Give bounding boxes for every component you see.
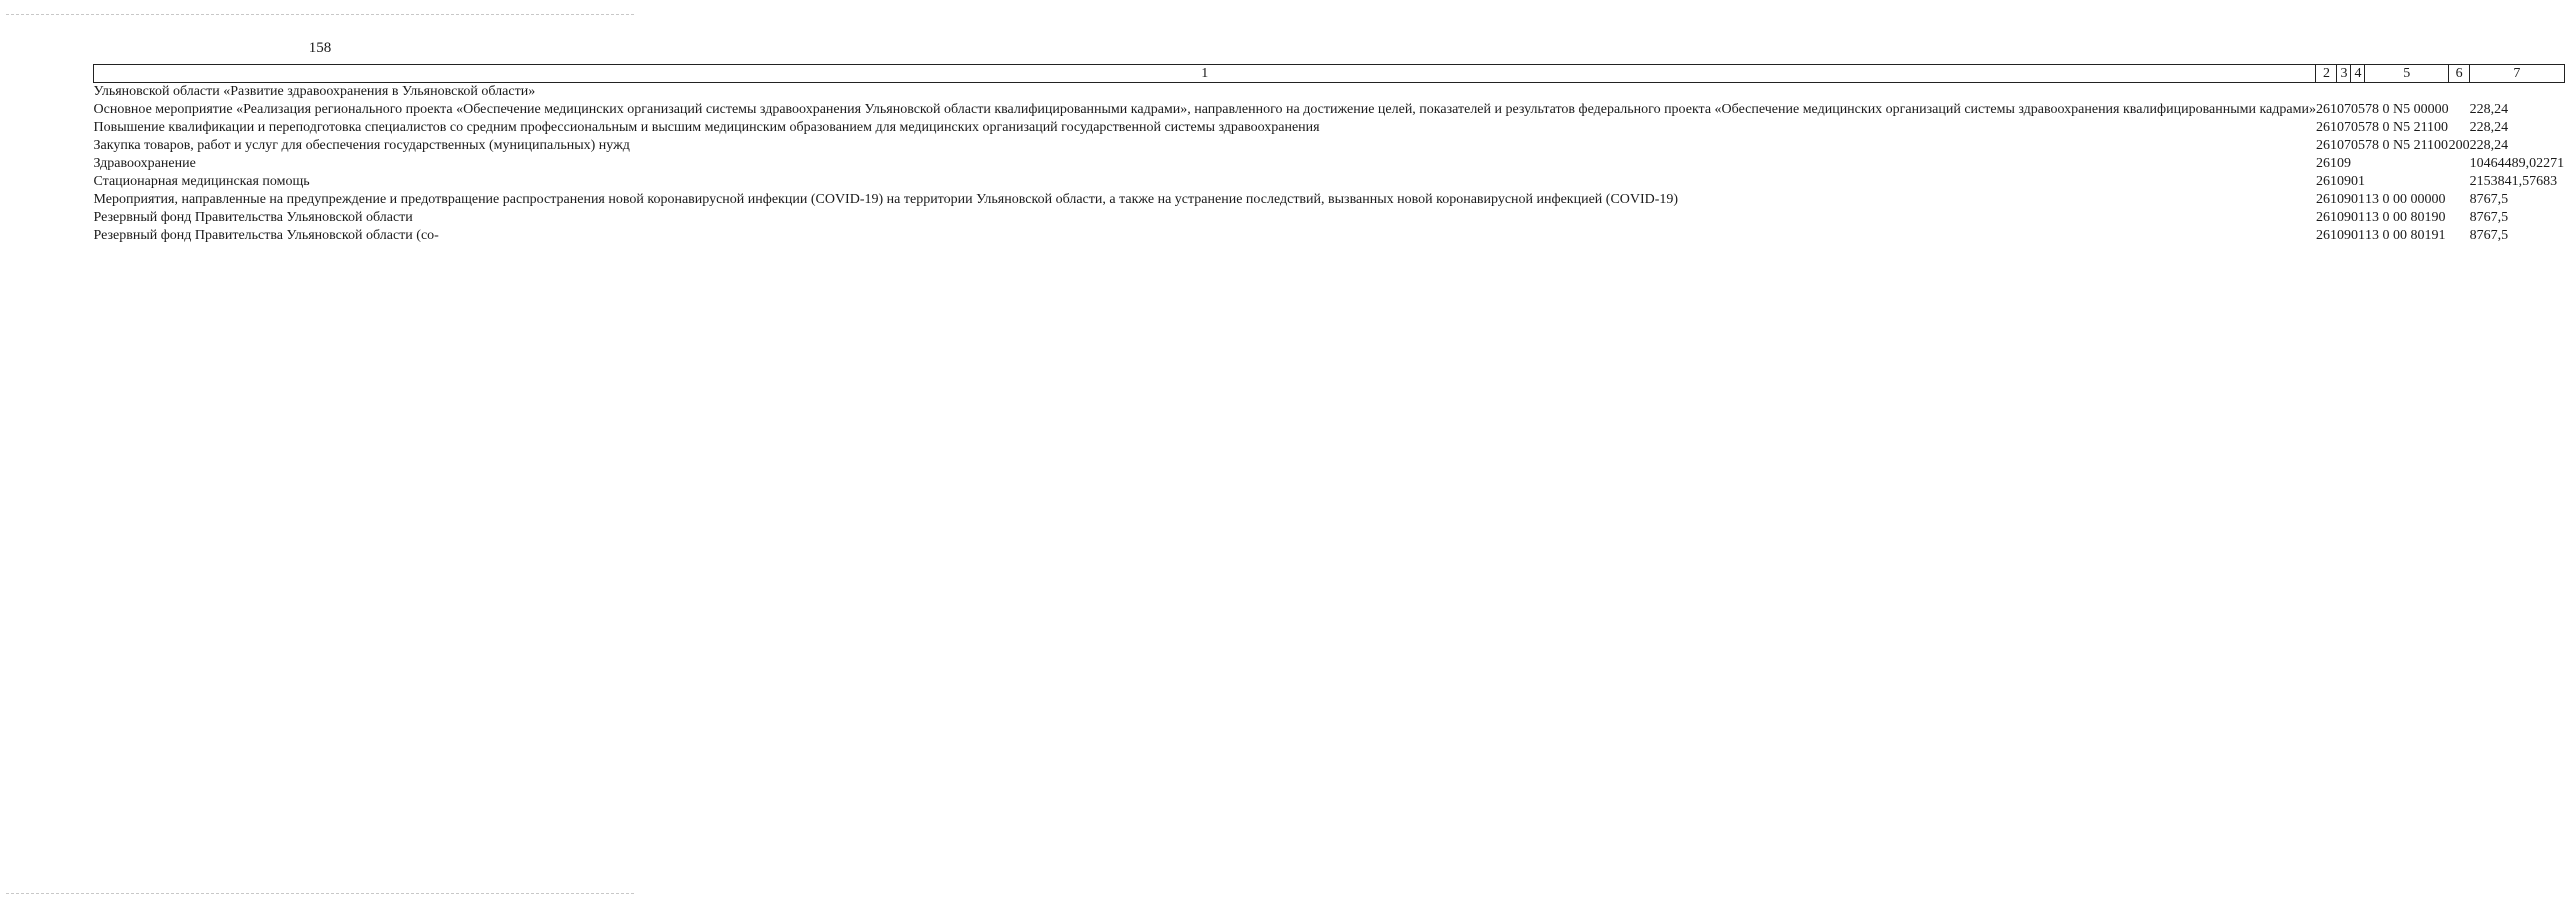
row-target-article — [2365, 83, 2449, 102]
row-amount: 8767,5 — [2469, 210, 2509, 225]
row-name: Стационарная медицинская помощь — [93, 174, 310, 189]
row-section: 09 — [2336, 210, 2351, 225]
row-name: Здравоохранение — [93, 156, 196, 171]
row-ministry-code: 261 — [2315, 192, 2337, 207]
row-amount: 228,24 — [2469, 138, 2509, 153]
row-amount: 8767,5 — [2469, 228, 2509, 243]
table-row — [94, 155, 2565, 173]
row-expense-type — [2449, 101, 2470, 119]
table-row — [94, 119, 2565, 137]
row-target-article: 78 0 N5 00000 — [2364, 102, 2449, 117]
table-row — [94, 227, 2565, 245]
table-row — [94, 191, 2565, 209]
header-col-6: 6 — [2449, 65, 2470, 83]
row-expense-type — [2449, 227, 2470, 245]
row-name: Резервный фонд Правительства Ульяновской области — [93, 210, 413, 225]
row-subsection: 05 — [2350, 138, 2365, 153]
header-col-2: 2 — [2316, 65, 2337, 83]
row-section: 07 — [2336, 120, 2351, 135]
row-amount: 8767,5 — [2469, 192, 2509, 207]
row-target-article: 13 0 00 00000 — [2364, 192, 2446, 207]
row-name: Основное мероприятие «Реализация регионального проекта «Обеспечение медицинских организаций системы здравоохранения Ульяновской области квалифицированными кадрами», направленного на достижение целей, показателей и результатов федерального проекта «Обеспечение медицинских организаций системы здравоохранения квалифицированными кадрами» — [93, 102, 2316, 117]
row-section: 09 — [2336, 228, 2351, 243]
row-ministry-code: 261 — [2315, 138, 2337, 153]
row-amount: 10464489,02271 — [2469, 156, 2565, 171]
row-target-article — [2365, 155, 2449, 173]
row-subsection: 01 — [2350, 228, 2365, 243]
row-subsection: 01 — [2350, 174, 2365, 189]
row-expense-type — [2449, 155, 2470, 173]
row-ministry-code: 261 — [2315, 210, 2337, 225]
header-col-4: 4 — [2351, 65, 2365, 83]
row-amount: 228,24 — [2469, 120, 2509, 135]
header-col-3: 3 — [2337, 65, 2351, 83]
row-section: 09 — [2336, 174, 2351, 189]
row-name: Повышение квалификации и переподготовка специалистов со средним профессиональным и высшим медицинским образованием для медицинских организаций государственной системы здравоохранения — [93, 120, 1320, 135]
row-target-article: 78 0 N5 21100 — [2364, 138, 2449, 153]
row-section: 07 — [2336, 138, 2351, 153]
row-expense-type — [2449, 191, 2470, 209]
row-section — [2337, 83, 2351, 102]
row-expense-type — [2449, 209, 2470, 227]
table-row — [94, 173, 2565, 191]
row-expense-type: 200 — [2448, 138, 2470, 153]
row-target-article: 78 0 N5 21100 — [2364, 120, 2449, 135]
row-subsection — [2351, 83, 2365, 102]
row-expense-type — [2449, 83, 2470, 102]
row-ministry-code: 261 — [2315, 102, 2337, 117]
row-amount: 2153841,57683 — [2469, 174, 2558, 189]
row-expense-type — [2449, 173, 2470, 191]
row-ministry-code: 261 — [2315, 228, 2337, 243]
table-row — [94, 209, 2565, 227]
row-expense-type — [2449, 119, 2470, 137]
row-name: Ульяновской области «Развитие здравоохранения в Ульяновской области» — [93, 84, 536, 99]
row-name: Мероприятия, направленные на предупреждение и предотвращение распространения новой коронавирусной инфекции (COVID-19) на территории Ульяновской области, а также на устранение последствий, вызванных новой коронавирусной инфекцией (COVID-19) — [93, 192, 1679, 207]
header-col-7: 7 — [2470, 65, 2565, 83]
row-name: Закупка товаров, работ и услуг для обеспечения государственных (муниципальных) нужд — [93, 138, 630, 153]
scan-top-edge — [6, 14, 634, 15]
page-number: 158 — [308, 40, 332, 56]
row-subsection — [2351, 155, 2365, 173]
row-amount: 228,24 — [2469, 102, 2509, 117]
scan-bottom-edge — [6, 893, 634, 894]
header-row — [94, 65, 2565, 83]
row-amount — [2470, 83, 2565, 102]
row-name: Резервный фонд Правительства Ульяновской области (со- — [93, 228, 439, 243]
row-subsection: 01 — [2350, 210, 2365, 225]
row-ministry-code: 261 — [2315, 156, 2337, 171]
row-ministry-code — [2316, 83, 2337, 102]
row-section: 09 — [2336, 156, 2351, 171]
row-target-article: 13 0 00 80190 — [2364, 210, 2446, 225]
row-subsection: 01 — [2350, 192, 2365, 207]
row-target-article — [2365, 173, 2449, 191]
header-col-5: 5 — [2365, 65, 2449, 83]
table-row — [94, 83, 2565, 102]
row-ministry-code: 261 — [2315, 174, 2337, 189]
header-col-1: 1 — [94, 65, 2316, 83]
row-section: 09 — [2336, 192, 2351, 207]
row-ministry-code: 261 — [2315, 120, 2337, 135]
row-section: 07 — [2336, 102, 2351, 117]
budget-table — [93, 64, 2565, 245]
row-target-article: 13 0 00 80191 — [2364, 228, 2446, 243]
table-row — [94, 137, 2565, 155]
table-row — [94, 101, 2565, 119]
row-subsection: 05 — [2350, 102, 2365, 117]
row-subsection: 05 — [2350, 120, 2365, 135]
